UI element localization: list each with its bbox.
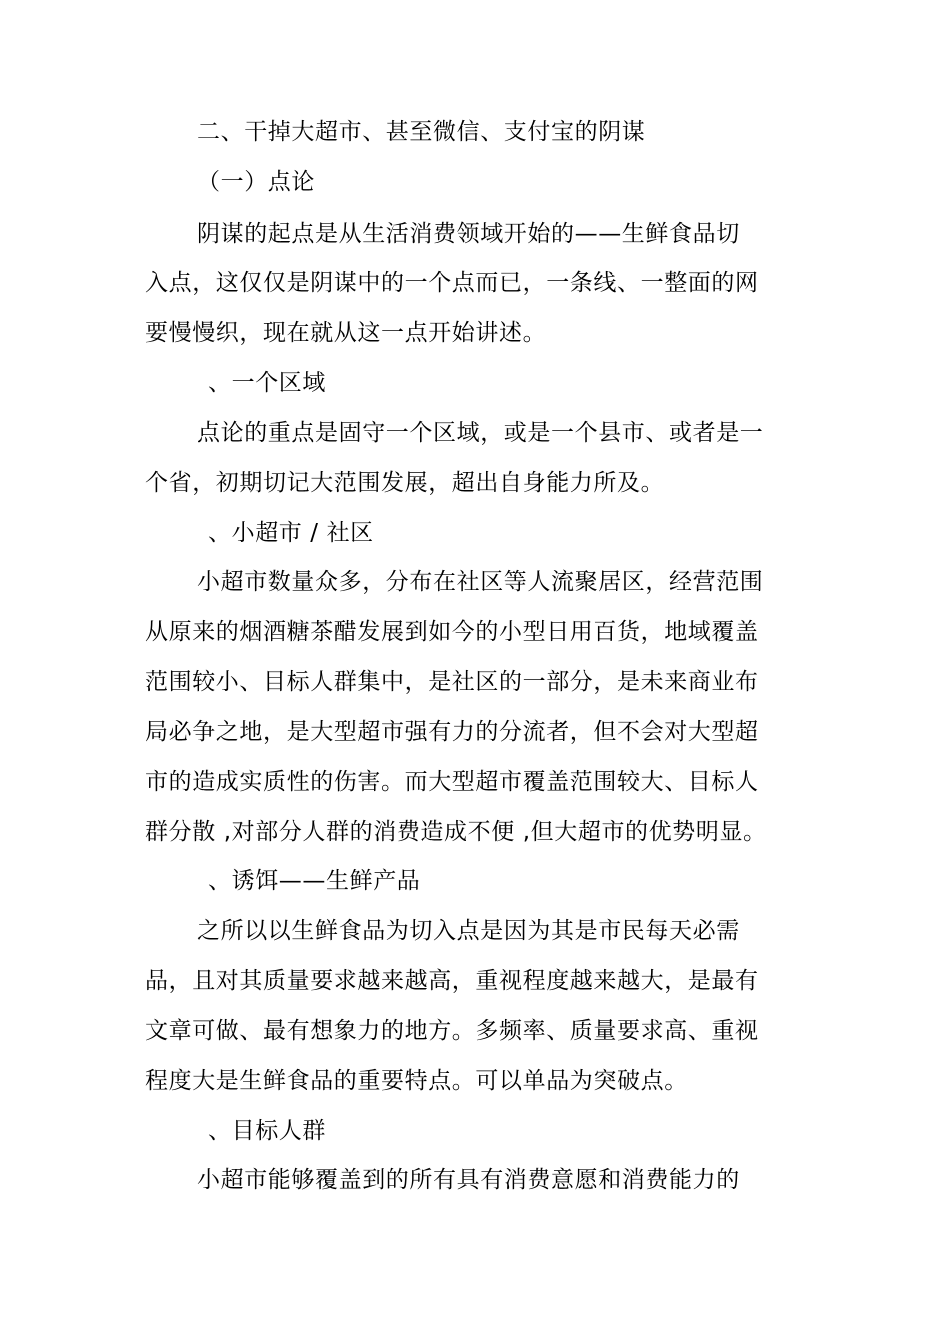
paragraph-line: 从原来的烟酒糖茶醋发展到如今的小型日用百货，地域覆盖 [145,619,759,645]
paragraph-line: 程度大是生鲜食品的重要特点。可以单品为突破点。 [145,1068,688,1094]
paragraph-line: 小超市数量众多，分布在社区等人流聚居区，经营范围 [197,569,764,595]
paragraph-line: 个省，初期切记大范围发展，超出自身能力所及。 [145,470,665,496]
paragraph-line: 要慢慢织，现在就从这一点开始讲述。 [145,320,547,346]
item-heading: 、目标人群 [208,1118,326,1144]
paragraph-line: 局必争之地，是大型超市强有力的分流者，但不会对大型超 [145,719,759,745]
paragraph-line: 阴谋的起点是从生活消费领域开始的——生鲜食品切 [197,221,740,247]
subsection-heading: （一）点论 [197,169,315,195]
paragraph-line: 点论的重点是固守一个区域，或是一个县市、或者是一 [197,420,764,446]
paragraph-line: 群分散 ,对部分人群的消费造成不便 ,但大超市的优势明显。 [145,819,767,845]
paragraph-line: 市的造成实质性的伤害。而大型超市覆盖范围较大、目标人 [145,769,759,795]
item-heading: 、小超市 / 社区 [208,520,374,546]
paragraph-line: 之所以以生鲜食品为切入点是因为其是市民每天必需 [197,918,740,944]
paragraph-line: 小超市能够覆盖到的所有具有消费意愿和消费能力的 [197,1167,740,1193]
item-heading: 、诱饵——生鲜产品 [208,868,421,894]
paragraph-line: 文章可做、最有想象力的地方。多频率、质量要求高、重视 [145,1018,759,1044]
paragraph-line: 入点，这仅仅是阴谋中的一个点而已，一条线、一整面的网 [145,270,759,296]
item-heading: 、一个区域 [208,370,326,396]
paragraph-line: 范围较小、目标人群集中，是社区的一部分，是未来商业布 [145,669,759,695]
paragraph-line: 品，且对其质量要求越来越高，重视程度越来越大，是最有 [145,968,759,994]
section-heading: 二、干掉大超市、甚至微信、支付宝的阴谋 [197,119,646,145]
